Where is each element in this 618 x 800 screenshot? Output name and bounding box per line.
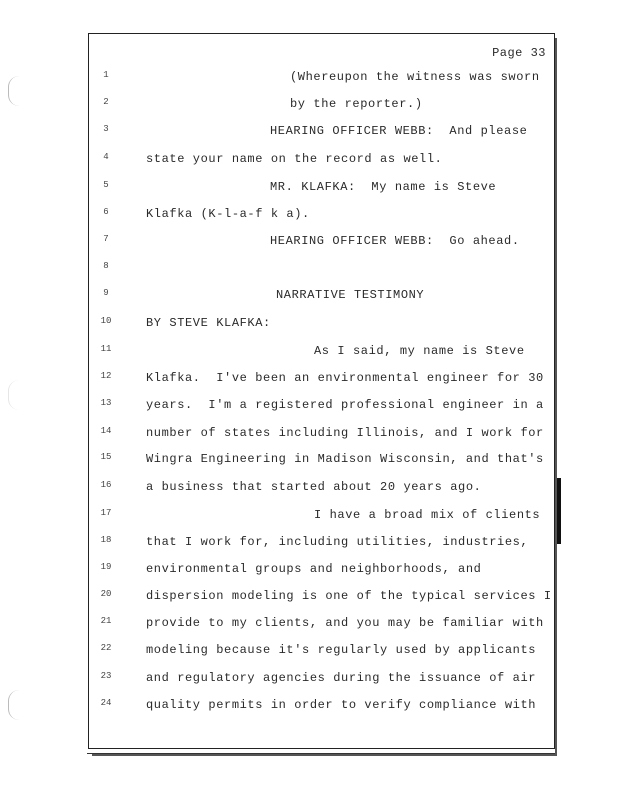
line-number: 16 <box>100 480 112 490</box>
line-text: that I work for, including utilities, industries, <box>146 535 529 549</box>
line-number: 17 <box>100 508 112 518</box>
line-number: 20 <box>100 589 112 599</box>
transcript-line <box>0 643 618 663</box>
line-text: BY STEVE KLAFKA: <box>146 316 271 330</box>
line-text: (Whereupon the witness was sworn <box>290 70 540 84</box>
transcript-line <box>0 124 618 144</box>
line-number: 21 <box>100 616 112 626</box>
line-text: HEARING OFFICER WEBB: And please <box>270 124 528 138</box>
line-text: HEARING OFFICER WEBB: Go ahead. <box>270 234 520 248</box>
line-number: 11 <box>100 344 112 354</box>
line-number: 8 <box>103 261 109 271</box>
line-text: by the reporter.) <box>290 97 423 111</box>
line-number: 13 <box>100 398 112 408</box>
transcript-line <box>0 426 618 446</box>
line-text: MR. KLAFKA: My name is Steve <box>270 180 497 194</box>
line-text: number of states including Illinois, and I work for <box>146 426 544 440</box>
line-number: 10 <box>100 316 112 326</box>
line-text: Wingra Engineering in Madison Wisconsin, and that's <box>146 452 544 466</box>
line-number: 14 <box>100 426 112 436</box>
line-number: 12 <box>100 371 112 381</box>
line-text: Klafka. I've been an environmental engineer for 30 <box>146 371 544 385</box>
line-number: 5 <box>103 180 109 190</box>
transcript-line <box>0 616 618 636</box>
line-text: provide to my clients, and you may be familiar with <box>146 616 544 630</box>
line-number: 3 <box>103 124 109 134</box>
transcript-line <box>0 316 618 336</box>
transcript-line <box>0 671 618 691</box>
transcript-line <box>0 234 618 254</box>
transcript-line <box>0 152 618 172</box>
transcript-line <box>0 261 618 281</box>
page-number: Page 33 <box>492 46 546 60</box>
line-text: modeling because it's regularly used by applicants <box>146 643 537 657</box>
line-text: dispersion modeling is one of the typical services I <box>146 589 552 603</box>
section-heading: NARRATIVE TESTIMONY <box>276 288 425 302</box>
line-number: 24 <box>100 698 112 708</box>
line-number: 15 <box>100 452 112 462</box>
transcript-line <box>0 562 618 582</box>
line-number: 9 <box>103 288 109 298</box>
line-text: state your name on the record as well. <box>146 152 443 166</box>
line-text: quality permits in order to verify compliance with <box>146 698 537 712</box>
line-number: 19 <box>100 562 112 572</box>
line-text: Klafka (K-l-a-f k a). <box>146 207 310 221</box>
line-number: 18 <box>100 535 112 545</box>
line-number: 23 <box>100 671 112 681</box>
line-text: and regulatory agencies during the issuance of air <box>146 671 537 685</box>
transcript-line <box>0 480 618 500</box>
transcript-line <box>0 207 618 227</box>
line-text: environmental groups and neighborhoods, and <box>146 562 482 576</box>
line-number: 6 <box>103 207 109 217</box>
transcript-line <box>0 535 618 555</box>
transcript-line <box>0 452 618 472</box>
line-number: 1 <box>103 70 109 80</box>
line-number: 4 <box>103 152 109 162</box>
transcript-line <box>0 589 618 609</box>
transcript-line <box>0 344 618 364</box>
transcript-line <box>0 508 618 528</box>
line-number: 22 <box>100 643 112 653</box>
transcript-line <box>0 698 618 718</box>
transcript-line <box>0 371 618 391</box>
transcript-line <box>0 398 618 418</box>
transcript-line <box>0 70 618 90</box>
page-border-shadow-bottom <box>92 754 557 756</box>
line-text: years. I'm a registered professional engineer in a <box>146 398 544 412</box>
line-number: 2 <box>103 97 109 107</box>
line-text: a business that started about 20 years ago. <box>146 480 482 494</box>
line-text: As I said, my name is Steve <box>314 344 525 358</box>
transcript-line <box>0 180 618 200</box>
transcript-line <box>0 288 618 308</box>
line-text: I have a broad mix of clients <box>314 508 541 522</box>
line-number: 7 <box>103 234 109 244</box>
transcript-line <box>0 97 618 117</box>
